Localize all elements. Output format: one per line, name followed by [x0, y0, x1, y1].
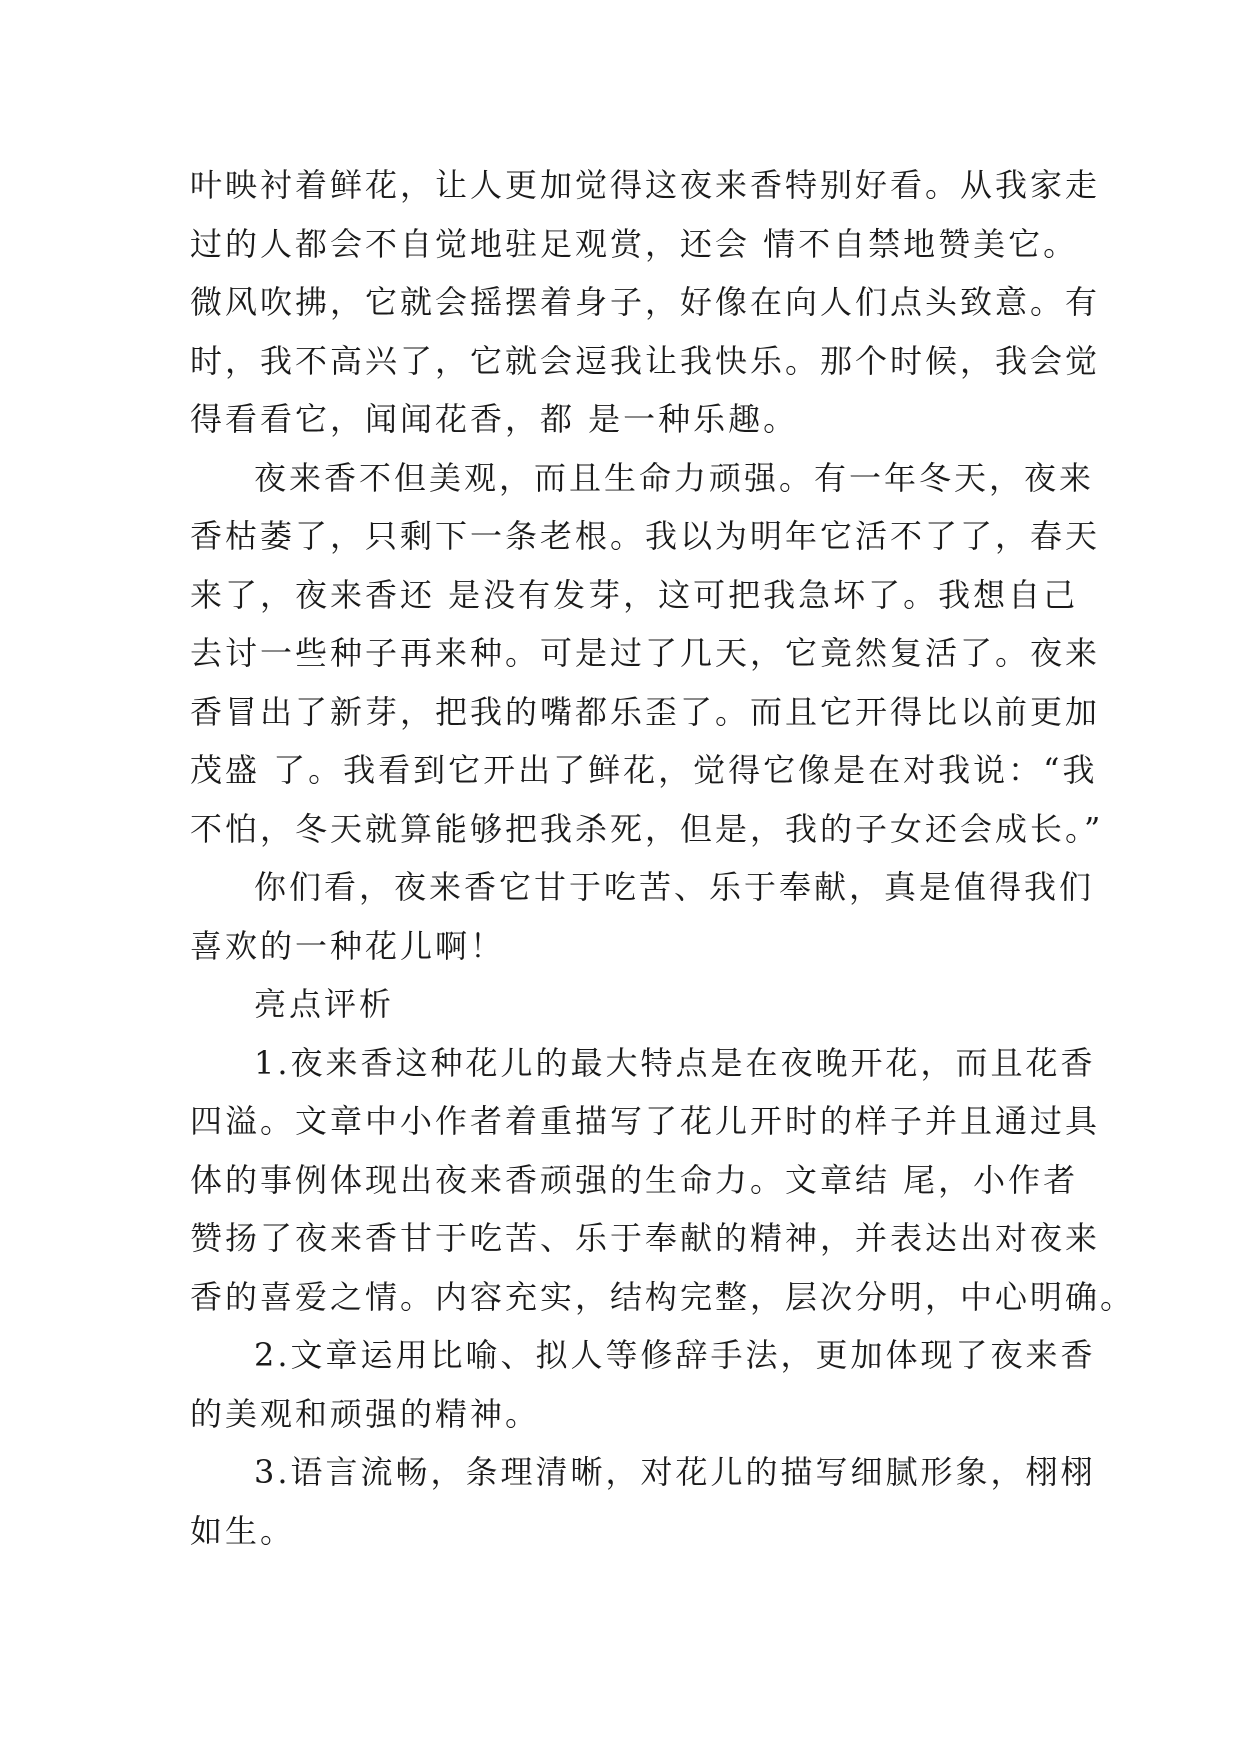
text-line: 的美观和顽强的精神。	[190, 1394, 541, 1433]
text-line: 微风吹拂，它就会摇摆着身子，好像在向人们点头致意。有	[190, 283, 1101, 321]
text-line: 不怕，冬天就算能够把我杀死，但是，我的子女还会成长。”	[190, 809, 1104, 848]
text-line: 体的事例体现出夜来香顽强的生命力。文章结 尾，小作者	[190, 1160, 1079, 1199]
text-line: 香枯萎了，只剩下一条老根。我以为明年它活不了了，春天	[190, 517, 1101, 555]
text-line: 3.语言流畅，条理清晰，对花儿的描写细腻形象，栩栩	[254, 1453, 1096, 1491]
text-line: 去讨一些种子再来种。可是过了几天，它竟然复活了。夜来	[190, 634, 1101, 672]
text-line: 亮点评析	[254, 985, 395, 1023]
text-line: 1.夜来香这种花儿的最大特点是在夜晚开花，而且花香	[254, 1043, 1096, 1082]
text-line: 如生。	[190, 1511, 296, 1550]
text-line: 你们看，夜来香它甘于吃苦、乐于奉献，真是值得我们	[254, 868, 1095, 906]
text-line: 来了，夜来香还 是没有发芽，这可把我急坏了。我想自己	[190, 575, 1079, 614]
text-line: 香的喜爱之情。内容充实，结构完整，层次分明，中心明确。	[190, 1277, 1136, 1316]
text-line: 过的人都会不自觉地驻足观赏，还会 情不自禁地赞美它。	[190, 224, 1079, 263]
text-line: 喜欢的一种花儿啊！	[190, 926, 506, 965]
text-line: 叶映衬着鲜花，让人更加觉得这夜来香特别好看。从我家走	[190, 166, 1101, 204]
text-line: 茂盛 了。我看到它开出了鲜花，觉得它像是在对我说：“我	[190, 751, 1098, 789]
text-line: 夜来香不但美观，而且生命力顽强。有一年冬天，夜来	[254, 458, 1095, 497]
text-line: 赞扬了夜来香甘于吃苦、乐于奉献的精神，并表达出对夜来	[190, 1219, 1101, 1257]
text-line: 四溢。文章中小作者着重描写了花儿开时的样子并且通过具	[190, 1102, 1101, 1140]
text-line: 得看看它，闻闻花香，都 是一种乐趣。	[190, 400, 799, 438]
text-line: 香冒出了新芽，把我的嘴都乐歪了。而且它开得比以前更加	[190, 692, 1101, 731]
text-line: 2.文章运用比喻、拟人等修辞手法，更加体现了夜来香	[254, 1336, 1096, 1374]
text-line: 时，我不高兴了，它就会逗我让我快乐。那个时候，我会觉	[190, 341, 1101, 380]
document-body	[190, 156, 1136, 1560]
